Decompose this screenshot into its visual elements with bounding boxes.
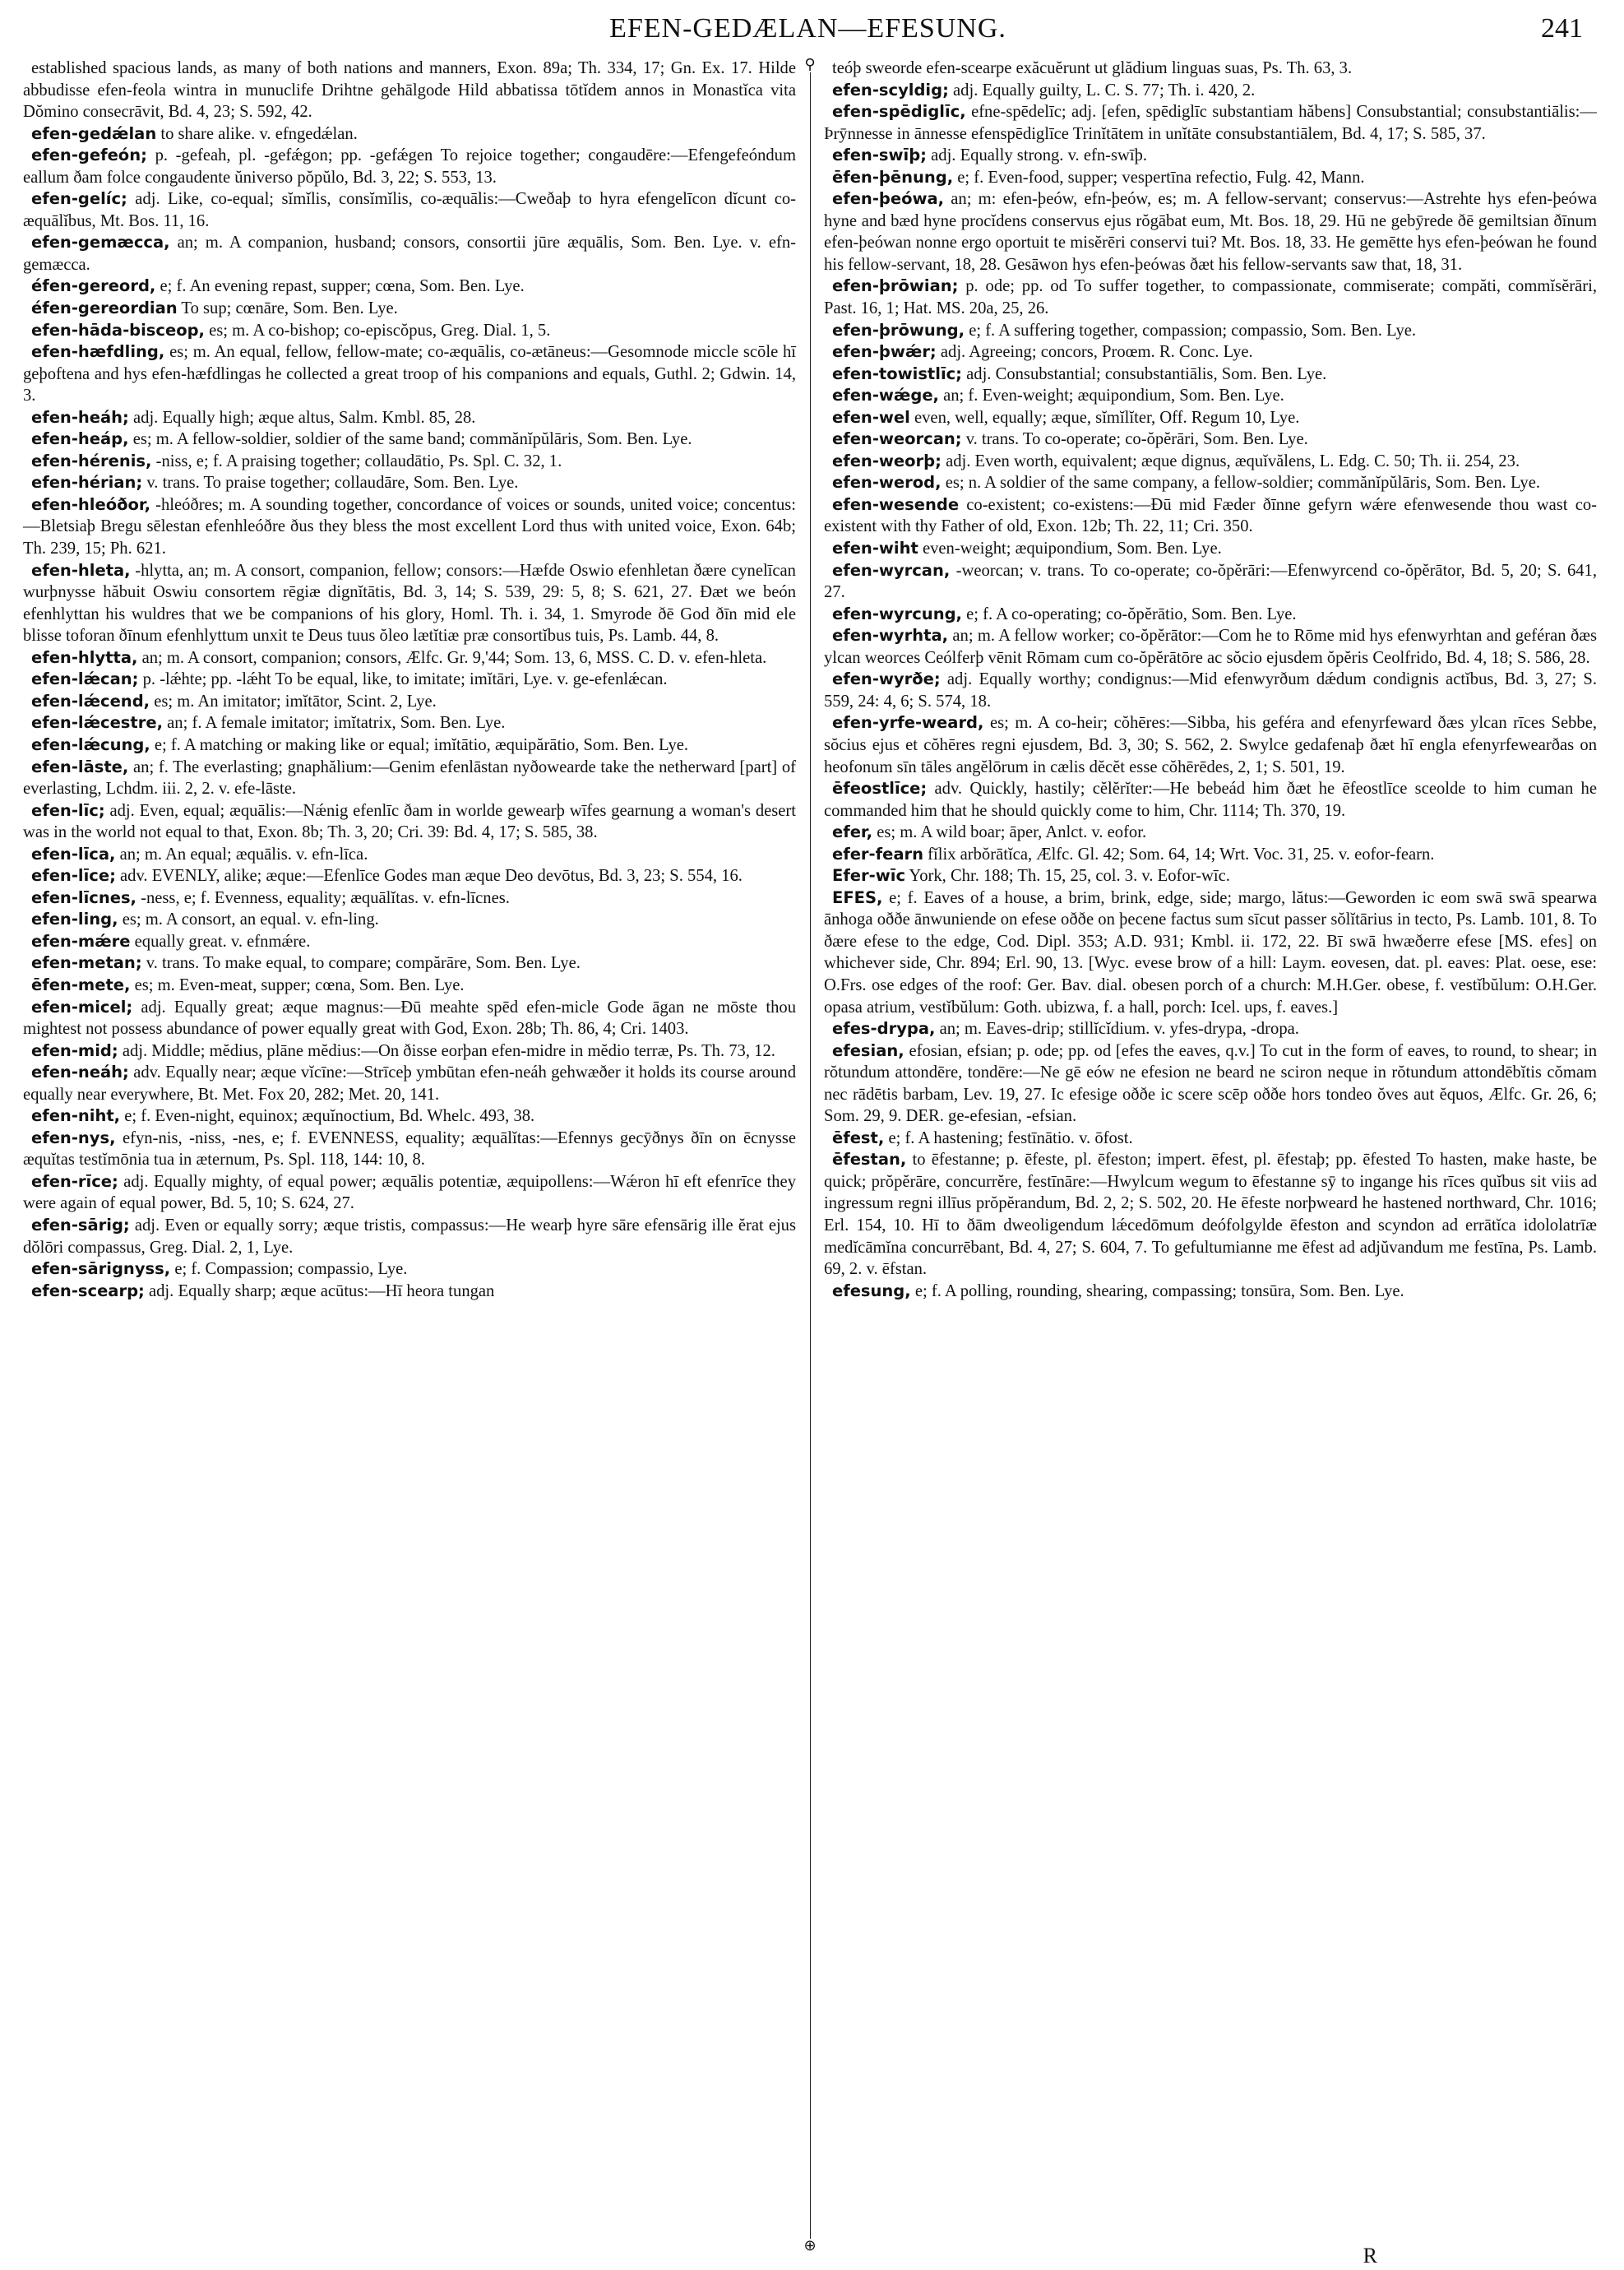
headword: ēfen-mete, (31, 975, 131, 994)
entry-text: efosian, efsian; p. ode; pp. od [efes the eaves, q.v.] To cut in the form of eaves, to round, to shear; in rŏtundum attondēre, tondēre:—Ne gē eów ne efesion ne beard ne sciron neque in rŏtundum attondēbĭtis cŏmam nec rādētis barbam, Lev. 19, 27. Ic efesige oððe ic scere scēp oððe hors tondeo ŏves aut ĕquos, Ælfc. Gr. 26, 6; Som. 29, 9. DER. ge-efesian, -efsian. (824, 1041, 1598, 1126)
dictionary-entry (23, 800, 796, 844)
entry-text: v. trans. To co-operate; co-ŏpĕrāri, Som. Ben. Lye. (965, 430, 1308, 449)
entry-text: es; m. A co-heir; cŏhēres:—Sibba, his geféra and efenyrfeward ðæs ylcan rīces Sebbe, sŏcius ejus et cŏhēres regni ejusdem, Bd. 3, 30; S. 562, 2. Swylce gedafenaþ ðæt hī engla efenyrfewearðas on heofonum sīn tāles angĕlōrum in cælis dĕcĕt esse cŏhērēdes, 2, 1; S. 501, 19. (824, 714, 1597, 776)
entry-text: an; f. Even-weight; æquipondium, Som. Ben. Lye. (943, 387, 1284, 405)
entry-text: e; f. Even-night, equinox; æquĭnoctium, Bd. Whelc. 493, 38. (124, 1107, 535, 1126)
dictionary-entry (824, 1128, 1597, 1150)
entry-text: adj. Equally great; æque magnus:—Ðū meahte spēd efen-micle Gode āgan ne mōste thou mightest not possess abundance of power equally great with God, Exon. 28b; Th. 86, 4; Cri. 1403. (23, 998, 796, 1039)
entry-text: adj. Middle; mĕdius, plāne mĕdius:—On ðisse eorþan efen-midre in mĕdio terræ, Ps. Th. 73, 12. (122, 1041, 775, 1060)
dictionary-entry (23, 887, 796, 910)
dictionary-entry (824, 1040, 1597, 1128)
dictionary-entry (23, 712, 796, 734)
entry-text: an; m. A consort, companion; consors, Ælfc. Gr. 9,'44; Som. 13, 6, MSS. C. D. v. efen-hleta. (141, 648, 767, 667)
entry-text: es; m. An equal, fellow, fellow-mate; co-æquālis, co-ætāneus:—Gesomnode miccle scōle hī geþoftena and hys efen-hæfdlingas he collected a great troop of his companions and equals, Guthl. 2; Gdwin. 14, 3. (23, 343, 796, 405)
headword: efen-micel; (31, 997, 133, 1017)
dictionary-entry (824, 844, 1597, 866)
headword: efen-wel (832, 407, 910, 427)
headword: efen-sārignyss, (31, 1259, 171, 1279)
headword: efen-hāda-bisceop, (31, 320, 205, 340)
entry-text: even, well, equally; æque, sĭmĭlĭter, Off. Regum 10, Lye. (914, 408, 1300, 427)
dictionary-entry (23, 1215, 796, 1258)
dictionary-entry (23, 691, 796, 713)
headword: efen-gedǽlan (31, 123, 157, 143)
entry-text: es; m. A co-bishop; co-episcŏpus, Greg. Dial. 1, 5. (209, 321, 551, 340)
headword: efen-spēdiglīc, (832, 102, 966, 122)
headword: efen-lāste, (31, 757, 129, 776)
dictionary-entry (824, 1018, 1597, 1040)
entry-text: adj. Like, co-equal; sĭmĭlis, consĭmĭlis, co-æquālis:—Cweðaþ to hyra efengelīcon dĭcunt co-æquālĭbus, Mt. Bos. 11, 16. (23, 190, 796, 230)
dictionary-entry (23, 669, 796, 691)
dictionary-entry (23, 1062, 796, 1105)
entry-text: es; m. A fellow-soldier, soldier of the same band; commănĭpŭlāris, Som. Ben. Lye. (132, 430, 692, 449)
entry-text: -ness, e; f. Evenness, equality; æquālĭtas. v. efn-līcnes. (141, 888, 510, 907)
headword: efen-hlytta, (31, 647, 138, 667)
dictionary-entry (824, 778, 1597, 822)
headword: efen-niht, (31, 1106, 121, 1126)
dictionary-entry (23, 1040, 796, 1063)
headword: efen-hæfdling, (31, 342, 165, 362)
entry-text: es; m. Even-meat, supper; cœna, Som. Ben. Lye. (134, 975, 465, 994)
headword: EFES, (832, 887, 883, 907)
entry-text: adj. Even worth, equivalent; æque dignus, æquĭvălens, L. Edg. C. 50; Th. ii. 254, 23. (946, 452, 1520, 470)
entry-text: established spacious lands, as many of both nations and manners, Exon. 89a; Th. 334, 17; Gn. Ex. 17. Hilde abbudisse efen-feola wintra in munuclife Drihtne gehālgode Hild abbatissa tōtĭdem annos in Monastĭca vita Dŏmino consecrāvit, Bd. 4, 23; S. 592, 42. (23, 59, 796, 122)
entry-text: to ēfestanne; p. ēfeste, pl. ēfeston; impert. ēfest, pl. ēfestaþ; pp. ēfested To hasten, make haste, be quick; prŏpĕrāre, concurrĕre, festīnāre:—Hwylcum wegum to ēfestanne sȳ to ingange his rīces quĭbus sit viis ad ingressum regni illīus prŏpĕrandum, Bd. 2, 2; S. 502, 20. He ēfeste norþweard he hastened northward, Chr. 1016; Erl. 154, 10. Hī to ðām dweoligendum lǽcedōmum deófolgylde ēfeston and scyndon ad errātĭca idololatrīæ medĭcāmĭna concurrēbant, Bd. 4, 27; S. 604, 7. To gefultumianne me ēfest ad adjŭvandum me festīna, Ps. Lamb. 69, 2. v. ēfstan. (824, 1151, 1597, 1279)
headword: efesung, (832, 1281, 911, 1300)
entry-text: York, Chr. 188; Th. 15, 25, col. 3. v. Eofor-wīc. (909, 867, 1230, 886)
headword: efen-þrōwian; (832, 276, 959, 296)
entry-text: p. ode; pp. od To suffer together, to compassionate, commiserate; compăti, commĭsĕrāri, Past. 16, 1; Hat. MS. 20a, 25, 26. (824, 277, 1597, 318)
dictionary-entry (824, 1281, 1597, 1303)
dictionary-entry (824, 167, 1597, 189)
dictionary-entry (824, 407, 1597, 429)
headword: efen-scyldig; (832, 80, 949, 100)
headword: efen-gelíc; (31, 189, 127, 209)
headword: efen-scearp; (31, 1281, 145, 1300)
entry-text: efyn-nis, -niss, -nes, e; f. EVENNESS, equality; æquālĭtas:—Efennys gecȳðnys ðīn on ēcnysse æquĭtas testĭmōnia tua in æternum, Ps. Spl. 118, 144: 10, 8. (23, 1128, 796, 1170)
dictionary-entry (824, 101, 1597, 145)
entry-text: e; f. A matching or making like or equal; imĭtātio, æquipărātio, Som. Ben. Lye. (154, 735, 689, 754)
dictionary-entry (23, 276, 796, 298)
entry-text: adj. Equally sharp; æque acūtus:—Hī heora tungan (149, 1281, 495, 1300)
entry-text: To sup; cœnāre, Som. Ben. Lye. (181, 299, 398, 318)
headword: efen-wyrðe; (832, 669, 941, 689)
headword: efen-yrfe-weard, (832, 713, 984, 733)
dictionary-entry (23, 931, 796, 953)
dictionary-entry (824, 669, 1597, 712)
entry-text: adj. Equally guilty, L. C. S. 77; Th. i. 420, 2. (953, 81, 1256, 100)
headword: efen-þeówa, (832, 189, 945, 209)
entry-text: adj. Equally strong. v. efn-swīþ. (931, 146, 1148, 165)
dictionary-entry (23, 734, 796, 757)
dictionary-entry (824, 712, 1597, 778)
dictionary-entry (23, 429, 796, 451)
headword: efen-heáh; (31, 407, 129, 427)
dictionary-entry (23, 865, 796, 887)
headword: efen-neáh; (31, 1063, 129, 1082)
dictionary-entry (824, 276, 1597, 319)
entry-text: e; f. A co-operating; co-ŏpĕrātio, Som. Ben. Lye. (966, 605, 1297, 623)
entry-text: adv. Equally near; æque vĭcīne:—Strīceþ ymbūtan efen-neáh gehwæðer it holds its course around equally near everywhere, Bt. Met. Fox 20, 282; Met. 20, 141. (23, 1063, 796, 1104)
dictionary-entry (23, 997, 796, 1040)
entry-text: adv. EVENLY, alike; æque:—Efenlīce Godes man æque Deo devōtus, Bd. 3, 23; S. 554, 16. (120, 867, 743, 886)
dictionary-entry (824, 560, 1597, 604)
dictionary-entry (23, 1128, 796, 1171)
headword: efen-weorþ; (832, 451, 942, 470)
headword: efen-gemæcca, (31, 233, 170, 252)
dictionary-entry (23, 647, 796, 669)
headword: efesian, (832, 1040, 905, 1060)
page-number: 241 (1541, 13, 1583, 44)
entry-text: to share alike. v. efngedǽlan. (160, 124, 358, 143)
dictionary-entry (824, 58, 1597, 80)
headword: efes-drypa, (832, 1019, 936, 1039)
dictionary-entry (23, 844, 796, 866)
headword: efen-wesende (832, 494, 960, 514)
divider-ornament-bottom: ⊕ (803, 2237, 817, 2254)
entry-text: p. -gefeah, pl. -gefǽgon; pp. -gefǽgen To rejoice together; congaudēre:—Efengefeóndum eallum ðam folce congaudente ŭniverso pŏpŭlo, Bd. 3, 22; S. 553, 13. (23, 146, 796, 187)
dictionary-entry (824, 80, 1597, 102)
entry-text: v. trans. To praise together; collaudāre, Som. Ben. Lye. (146, 474, 519, 493)
dictionary-entry (23, 560, 796, 647)
headword: efen-līcnes, (31, 887, 136, 907)
dictionary-entry (23, 975, 796, 997)
headword: efen-lǽcan; (31, 669, 139, 689)
entry-text: an; m. A companion, husband; consors, consortii jūre æquālis, Som. Ben. Lye. v. efn-gemæcca. (23, 234, 796, 274)
entry-text: p. -lǽhte; pp. -lǽht To be equal, like, to imitate; imĭtāri, Lye. v. ge-efenlǽcan. (142, 670, 668, 689)
entry-text: even-weight; æquipondium, Som. Ben. Lye. (922, 540, 1222, 558)
headword: efen-towistlīc; (832, 364, 962, 383)
dictionary-entry (824, 145, 1597, 167)
headword: efen-rīce; (31, 1171, 118, 1191)
headword: efen-wǽge, (832, 386, 939, 405)
running-title: EFEN-GEDÆLAN—EFESUNG. (609, 13, 1006, 44)
entry-text: fĭlix arbŏrātĭca, Ælfc. Gl. 42; Som. 64, 14; Wrt. Voc. 31, 25. v. eofor-fearn. (928, 845, 1435, 864)
headword: efen-gefeón; (31, 146, 147, 165)
headword: efen-līc; (31, 800, 105, 820)
entry-text: an; f. The everlasting; gnaphălium:—Genim efenlāstan nyðowearde take the netherward [part] of everlasting, Lchdm. iii. 2, 2. v. efe-lāste. (23, 757, 796, 799)
headword: efen-þwǽr; (832, 342, 937, 362)
entry-text: v. trans. To make equal, to compare; compărāre, Som. Ben. Lye. (146, 954, 581, 973)
entry-text: adj. Agreeing; concors, Proœm. R. Conc. Lye. (940, 343, 1253, 362)
dictionary-entry (23, 1171, 796, 1215)
dictionary-entry (23, 188, 796, 232)
dictionary-entry (824, 385, 1597, 407)
headword: efen-weorcan; (832, 429, 962, 449)
right-column (824, 58, 1597, 1302)
dictionary-entry (23, 451, 796, 473)
entry-text: an; m. A fellow worker; co-ŏpĕrātor:—Com he to Rōme mid hys efenwyrhtan and geféran ðæs ylcan weorces Ceólferþ vēnit Rōmam cum co-ŏpĕrātōre ac sŏcio ejusdem ŏpĕris Ceolfrido, Bd. 4, 18; S. 586, 28. (824, 627, 1597, 667)
dictionary-entry (23, 1258, 796, 1281)
dictionary-entry (23, 494, 796, 560)
dictionary-entry (824, 364, 1597, 386)
entry-text: adj. Equally mighty, of equal power; æquālis potentiæ, æquipollens:—Wǽron hī eft efenrīce they were again of equal power, Bd. 5, 10; S. 624, 27. (23, 1172, 796, 1213)
headword: efen-wyrcung, (832, 604, 962, 623)
entry-text: adj. Equally high; æque altus, Salm. Kmbl. 85, 28. (133, 408, 476, 427)
dictionary-entry (23, 1281, 796, 1303)
dictionary-entry (824, 472, 1597, 494)
entry-text: -niss, e; f. A praising together; collaudātio, Ps. Spl. C. 32, 1. (155, 452, 562, 470)
headword: efen-ling, (31, 910, 118, 929)
headword: efen-līce; (31, 866, 116, 886)
entry-text: equally great. v. efnmǽre. (134, 932, 311, 951)
dictionary-entry (824, 494, 1597, 538)
entry-text: -hlytta, an; m. A consort, companion, fellow; consors:—Hæfde Oswio efenhletan ðære cynelīcan wurþnysse hăbuit Oswiu consortem rēgiæ dignĭtātis, Bd. 3, 14; S. 539, 29: 5, 8; S. 621, 27. Ðæt we beón efenhlyttan his wuldres that we be companions of his glory, Homl. Th. i. 34, 1. Smyrode ðē God ðīn mid ele blisse toforan ðīnum efenhlyttum unxit te Deus tuus ŏleo lætĭtiæ præ consortĭbus tuis, Ps. Lamb. 44, 8. (23, 561, 796, 646)
entry-text: an; m: efen-þeów, efn-þeów, es; m. A fellow-servant; conservus:—Astrehte hys efen-þeówa hyne and bæd hyne procĭdens conservus ejus rŏgābat eum, Mt. Bos. 18, 29. Hū ne gebȳrede ðē gemiltsian ðīnum efen-þeówan nonne ergo oportuit te misĕrēri conservi tui? Mt. Bos. 18, 33. He gemētte hys efen-þeówan he found his fellow-servant, 18, 28. Gesāwon hys efen-þeówas ðæt his fellow-servants saw that, 18, 31. (824, 190, 1597, 274)
dictionary-entry (23, 320, 796, 342)
headword: efen-hleóðor, (31, 494, 151, 514)
headword: éfen-gereord, (31, 276, 156, 296)
headword: Efer-wīc (832, 866, 905, 886)
dictionary-entry (23, 341, 796, 407)
entry-text: es; n. A soldier of the same company, a fellow-soldier; commănĭpŭlāris, Som. Ben. Lye. (945, 474, 1540, 493)
headword: efen-lǽcend, (31, 691, 150, 711)
dictionary-entry (824, 429, 1597, 451)
headword: ēfestan, (832, 1150, 907, 1170)
dictionary-entry (824, 822, 1597, 844)
dictionary-entry (824, 188, 1597, 276)
headword: efen-þrōwung, (832, 320, 965, 340)
entry-text: e; f. A hastening; festīnātio. v. ōfost. (888, 1128, 1133, 1147)
headword: efen-lǽcung, (31, 734, 150, 754)
entry-text: es; m. An imitator; imĭtātor, Scint. 2, Lye. (154, 692, 437, 711)
headword: éfen-gereordian (31, 299, 178, 318)
dictionary-entry (824, 887, 1597, 1018)
dictionary-entry (23, 298, 796, 320)
headword: efen-hleta, (31, 560, 131, 580)
entry-text: es; m. A consort, an equal. v. efn-ling. (122, 910, 379, 929)
dictionary-entry (824, 538, 1597, 560)
headword: ēfeostlīce; (832, 779, 928, 799)
dictionary-entry (23, 145, 796, 188)
entry-text: es; m. A wild boar; āper, Anlct. v. eofor. (877, 823, 1147, 842)
dictionary-entry (23, 472, 796, 494)
headword: efen-mǽre (31, 931, 131, 951)
headword: efer-fearn (832, 844, 924, 864)
dictionary-entry (23, 1105, 796, 1128)
headword: efen-metan; (31, 953, 142, 973)
dictionary-entry (23, 757, 796, 800)
dictionary-entry (23, 123, 796, 146)
entry-text: e; f. Even-food, supper; vespertīna refectio, Fulg. 42, Mann. (957, 168, 1365, 187)
entry-text: teóþ sweorde efen-scearpe exăcuĕrunt ut glădium linguas suas, Ps. Th. 63, 3. (832, 59, 1353, 77)
entry-text: adj. Even, equal; æquālis:—Nǽnig efenlīc ðam in worlde gewearþ wīfes gearnung a woman's desert was in the world not equal to that, Exon. 8b; Th. 3, 20; Cri. 39: Bd. 4, 17; S. 585, 38. (23, 801, 796, 842)
dictionary-entry (824, 320, 1597, 342)
headword: efen-nys, (31, 1128, 116, 1147)
entry-text: -weorcan; v. trans. To co-operate; co-ŏpĕrāri:—Efenwyrcend co-ŏpĕrātor, Bd. 5, 20; S. 641, 27. (824, 561, 1597, 602)
dictionary-entry (824, 865, 1597, 887)
dictionary-entry (23, 232, 796, 276)
entry-text: an; m. An equal; æquālis. v. efn-līca. (119, 845, 368, 864)
entry-text: e; f. Compassion; compassio, Lye. (174, 1260, 408, 1279)
headword: ēfen-þēnung, (832, 167, 954, 187)
headword: efen-heáp, (31, 429, 129, 449)
headword: efen-werod, (832, 473, 942, 493)
dictionary-entry (824, 604, 1597, 626)
headword: efen-sārig; (31, 1215, 130, 1235)
headword: ēfest, (832, 1128, 885, 1147)
divider-ornament-top: ⚲ (803, 58, 817, 72)
headword: efen-līca, (31, 844, 116, 864)
headword: efer, (832, 822, 873, 842)
headword: efen-mid; (31, 1040, 118, 1060)
entry-text: adj. Consubstantial; consubstantiālis, Som. Ben. Lye. (966, 364, 1327, 383)
entry-text: efne-spēdelīc; adj. [efen, spēdiglīc substantiam hăbens] Consubstantial; consubstantiālis:—Þrȳnnesse in ānnesse efenspēdiglīce Trinĭtātem in unĭtāte consubstantiālem, Bd. 4, 17; S. 585, 37. (824, 103, 1597, 143)
dictionary-entry (824, 341, 1597, 364)
signature-mark: R (1363, 2244, 1377, 2268)
entry-text: e; f. A polling, rounding, shearing, compassing; tonsūra, Som. Ben. Lye. (914, 1281, 1404, 1300)
entry-text: adj. Equally worthy; condignus:—Mid efenwyrðum dǽdum condignis actĭbus, Bd. 3, 27; S. 559, 24: 4, 6; S. 574, 18. (824, 670, 1597, 711)
entry-text: an; f. A female imitator; imĭtatrix, Som. Ben. Lye. (167, 714, 506, 733)
entry-text: e; f. A suffering together, compassion; compassio, Som. Ben. Lye. (969, 321, 1417, 340)
dictionary-entry (23, 952, 796, 975)
headword: efen-wyrcan, (832, 560, 951, 580)
dictionary-entry (23, 909, 796, 931)
headword: efen-swīþ; (832, 146, 927, 165)
headword: efen-hérenis, (31, 451, 152, 470)
page-header (25, 10, 1591, 51)
entry-text: e; f. Eaves of a house, a brim, brink, edge, side; margo, lătus:—Geworden ic eom swā swā spearwa ānhoga oððe ānwuniende on efese oððe on þecene factus sum sīcut passer sŏlĭtārius in tecto, Ps. Lamb. 101, 8. To ðære efese to the edge, Cod. Dipl. 353; A.D. 931; Kmbl. ii. 172, 22. Bī swā hwæðerre efese [MS. efes] on whichever side, Chr. 894; Erl. 90, 13. [Wyc. evese brow of a hill: Laym. eovesen, dat. pl. eaves: Plat. oese, ese: O.Frs. ose edges of the roof: Ger. Bav. dial. obesen porch of a church: M.H.Ger. obese, f. vestĭbŭlum: O.H.Ger. opasa atrium, vestĭbŭlum: Goth. ubizwa, f. a hall, porch: Icel. ups, f. eaves.] (824, 888, 1598, 1017)
entry-text: an; m. Eaves-drip; stillĭcĭdium. v. yfes-drypa, -dropa. (939, 1020, 1299, 1039)
dictionary-entry (824, 1149, 1597, 1280)
dictionary-entry (824, 451, 1597, 473)
dictionary-entry (824, 625, 1597, 669)
dictionary-entry (23, 407, 796, 429)
headword: efen-wiht (832, 539, 918, 558)
headword: efen-lǽcestre, (31, 713, 163, 733)
column-divider (810, 58, 811, 2245)
entry-text: adj. Even or equally sorry; æque tristis, compassus:—He wearþ hyre sāre efensārig ille ĕrat ejus dŏlōri compassus, Greg. Dial. 2, 1, Lye. (23, 1216, 796, 1257)
dictionary-entry (23, 58, 796, 123)
entry-text: e; f. An evening repast, supper; cœna, Som. Ben. Lye. (160, 277, 525, 296)
entry-text: co-existent; co-existens:—Ðū mid Fæder ðīnne gefyrn wǽre efenwesende thou wast co-existent with thy Father of old, Exon. 12b; Th. 22, 11; Cri. 350. (824, 495, 1597, 536)
headword: efen-hérian; (31, 473, 143, 493)
headword: efen-wyrhta, (832, 626, 949, 646)
entry-text: -hleóðres; m. A sounding together, concordance of voices or sounds, united voice; concentus:—Bletsiaþ Bregu sēlestan efenhleóðre ðus they bless the most excellent Lord thus with united voice, Exon. 64b; Th. 239, 15; Ph. 621. (23, 495, 796, 558)
entry-text: adv. Quickly, hastily; cĕlĕrĭter:—He bebeád him ðæt he ēfeostlīce sceolde to him cuman he commanded him that he should quickly come to him, Chr. 1114; Th. 370, 19. (824, 780, 1597, 820)
left-column (23, 58, 796, 1302)
